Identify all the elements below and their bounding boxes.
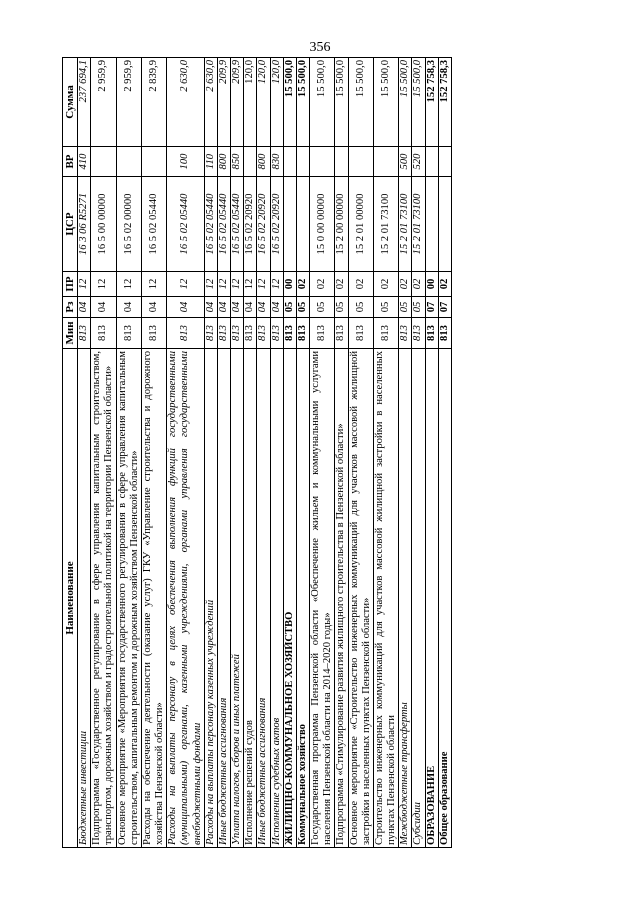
cell-csr: 16 5 00 00000 [91,177,116,272]
cell-rz: 04 [217,297,230,318]
cell-rz: 05 [373,297,398,318]
cell-vr [438,147,451,177]
cell-sum: 2 630,0 [204,58,217,147]
table-row [425,58,438,848]
cell-name: Основное мероприятие «Строительство инженерных коммуникаций для участков массовой жилищной застройки в населенных пунктах Пензенской области» [348,349,373,848]
cell-csr: 15 2 01 73100 [399,177,412,272]
cell-name: Иные бюджетные ассигнования [257,349,270,848]
cell-name: Уплата налогов, сборов и иных платежей [231,349,244,848]
cell-rz: 04 [270,297,283,318]
budget-table [62,57,452,848]
cell-min: 813 [116,318,141,349]
cell-name: Межбюджетные трансферты [399,349,412,848]
cell-csr: 16 5 02 05440 [141,177,166,272]
cell-csr [296,177,309,272]
cell-name: ЖИЛИЩНО-КОММУНАЛЬНОЕ ХОЗЯЙСТВО [283,349,296,848]
header-rz: Рз [63,297,78,318]
cell-rz: 04 [257,297,270,318]
cell-sum: 237 694,1 [78,58,91,147]
table-row [335,58,348,848]
table-row [399,58,412,848]
cell-pr: 00 [425,272,438,297]
cell-sum: 120,0 [270,58,283,147]
cell-sum: 120,0 [244,58,257,147]
cell-csr: 16 5 02 05440 [167,177,205,272]
cell-rz: 05 [310,297,335,318]
cell-min: 813 [373,318,398,349]
cell-vr: 410 [78,147,91,177]
cell-pr: 02 [296,272,309,297]
table-row [283,58,296,848]
cell-rz: 05 [399,297,412,318]
cell-vr [296,147,309,177]
cell-name: Исполнение судебных актов [270,349,283,848]
cell-name: Исполнение решений судов [244,349,257,848]
table-row [167,58,205,848]
table-row [257,58,270,848]
table-row [296,58,309,848]
cell-pr: 02 [335,272,348,297]
cell-sum: 15 500,0 [283,58,296,147]
cell-rz: 04 [141,297,166,318]
cell-rz: 05 [412,297,425,318]
cell-csr: 15 2 01 00000 [348,177,373,272]
cell-sum: 15 500,0 [296,58,309,147]
cell-pr: 12 [141,272,166,297]
cell-rz: 04 [116,297,141,318]
cell-rz: 05 [283,297,296,318]
cell-pr: 12 [257,272,270,297]
table-row [244,58,257,848]
cell-rz: 07 [425,297,438,318]
table-row [231,58,244,848]
cell-min: 813 [283,318,296,349]
cell-pr: 12 [270,272,283,297]
cell-rz: 04 [204,297,217,318]
cell-vr: 100 [167,147,205,177]
cell-sum: 2 959,9 [116,58,141,147]
table-row [204,58,217,848]
cell-csr: 15 2 00 00000 [335,177,348,272]
cell-sum: 2 959,9 [91,58,116,147]
cell-name: Общее образование [438,349,451,848]
cell-pr: 02 [399,272,412,297]
cell-vr: 800 [257,147,270,177]
cell-csr [438,177,451,272]
cell-vr: 110 [204,147,217,177]
table-row [348,58,373,848]
cell-vr [244,147,257,177]
cell-rz: 04 [78,297,91,318]
cell-csr: 15 2 01 73100 [373,177,398,272]
cell-name: Расходы на обеспечение деятельности (оказание услуг) ГКУ «Управление строительства и дорожного хозяйства Пензенской области» [141,349,166,848]
cell-sum: 2 839,9 [141,58,166,147]
cell-pr: 02 [373,272,398,297]
rotated-table-container [62,58,558,848]
cell-csr [283,177,296,272]
cell-vr: 520 [412,147,425,177]
cell-sum: 152 758,3 [438,58,451,147]
cell-csr: 16 5 02 00000 [116,177,141,272]
cell-pr: 02 [310,272,335,297]
header-vr: ВР [63,147,78,177]
cell-name: Государственная программа Пензенской области «Обеспечение жильем и коммунальными услугами населения Пензенской области на 2014–2020 годы» [310,349,335,848]
cell-csr: 16 5 02 20920 [244,177,257,272]
table-row [310,58,335,848]
cell-min: 813 [91,318,116,349]
cell-min: 813 [167,318,205,349]
cell-pr: 12 [244,272,257,297]
cell-sum: 120,0 [257,58,270,147]
cell-vr [335,147,348,177]
table-row [217,58,230,848]
cell-sum: 152 758,3 [425,58,438,147]
header-pr: ПР [63,272,78,297]
cell-name: Расходы на выплаты персоналу в целях обеспечения выполнения функций государственными (муниципальными) органами, казенными учреждениями, органами управления государственными внебюджетными фондами [167,349,205,848]
cell-vr [91,147,116,177]
cell-pr: 12 [78,272,91,297]
cell-sum: 15 500,0 [335,58,348,147]
cell-pr: 02 [348,272,373,297]
cell-sum: 15 500,0 [399,58,412,147]
table-header-row [63,58,78,848]
table-row [270,58,283,848]
cell-csr [425,177,438,272]
cell-sum: 15 500,0 [310,58,335,147]
cell-vr [310,147,335,177]
cell-csr: 16 5 02 05440 [217,177,230,272]
cell-min: 813 [217,318,230,349]
cell-csr: 16 5 02 05440 [231,177,244,272]
cell-sum: 15 500,0 [412,58,425,147]
cell-vr: 830 [270,147,283,177]
cell-vr [141,147,166,177]
cell-vr: 500 [399,147,412,177]
cell-sum: 2 630,0 [167,58,205,147]
cell-csr: 16 5 02 05440 [204,177,217,272]
header-min: Мин [63,318,78,349]
cell-pr: 12 [91,272,116,297]
cell-min: 813 [399,318,412,349]
cell-rz: 04 [167,297,205,318]
cell-rz: 07 [438,297,451,318]
cell-min: 813 [296,318,309,349]
cell-min: 813 [257,318,270,349]
cell-vr [283,147,296,177]
cell-min: 813 [141,318,166,349]
cell-rz: 04 [231,297,244,318]
header-csr: ЦСР [63,177,78,272]
cell-min: 813 [438,318,451,349]
cell-rz: 04 [91,297,116,318]
cell-sum: 15 500,0 [373,58,398,147]
cell-vr: 800 [217,147,230,177]
cell-min: 813 [310,318,335,349]
cell-csr: 15 2 01 73100 [412,177,425,272]
page-number: 356 [309,40,331,55]
cell-vr [425,147,438,177]
cell-csr: 16 5 02 20920 [270,177,283,272]
cell-min: 813 [204,318,217,349]
cell-sum: 209,9 [217,58,230,147]
cell-vr [116,147,141,177]
cell-name: Бюджетные инвестиции [78,349,91,848]
cell-pr: 12 [167,272,205,297]
cell-name: ОБРАЗОВАНИЕ [425,349,438,848]
cell-vr [348,147,373,177]
table-row [412,58,425,848]
cell-vr: 850 [231,147,244,177]
cell-rz: 05 [348,297,373,318]
table-row [373,58,398,848]
cell-name: Основное мероприятие «Мероприятия государственного регулирования в сфере управления капитальным строительством, капитальным ремонтом и дорожным хозяйством Пензенской области» [116,349,141,848]
table-row [438,58,451,848]
cell-min: 813 [270,318,283,349]
table-row [141,58,166,848]
cell-pr: 00 [283,272,296,297]
cell-pr: 12 [217,272,230,297]
cell-name: Иные бюджетные ассигнования [217,349,230,848]
cell-csr: 16 5 02 20920 [257,177,270,272]
cell-csr: 15 0 00 00000 [310,177,335,272]
table-row [116,58,141,848]
cell-name: Расходы на выплаты персоналу казенных учреждений [204,349,217,848]
cell-pr: 02 [438,272,451,297]
cell-name: Коммунальное хозяйство [296,349,309,848]
cell-min: 813 [78,318,91,349]
cell-pr: 12 [231,272,244,297]
header-sum: Сумма [63,58,78,147]
cell-rz: 05 [335,297,348,318]
cell-min: 813 [244,318,257,349]
header-name: Наименование [63,349,78,848]
cell-min: 813 [425,318,438,349]
cell-min: 813 [348,318,373,349]
cell-sum: 15 500,0 [348,58,373,147]
cell-name: Подпрограмма «Государственное регулирование в сфере управления капитальным строительством, транспортом, дорожным хозяйством и градостроительной политикой на территории Пензенской области» [91,349,116,848]
cell-sum: 209,9 [231,58,244,147]
cell-name: Субсидии [412,349,425,848]
cell-pr: 12 [116,272,141,297]
table-body [78,58,452,848]
table-row [78,58,91,848]
table-row [91,58,116,848]
cell-min: 813 [335,318,348,349]
cell-name: Подпрограмма «Стимулирование развития жилищного строительства в Пензенской области» [335,349,348,848]
cell-vr [373,147,398,177]
cell-pr: 12 [204,272,217,297]
cell-min: 813 [412,318,425,349]
cell-rz: 04 [244,297,257,318]
cell-min: 813 [231,318,244,349]
cell-csr: 16 3 06 R5271 [78,177,91,272]
cell-pr: 02 [412,272,425,297]
cell-name: Строительство инженерных коммуникаций для участков массовой жилищной застройки в населенных пунктах Пензенской области [373,349,398,848]
cell-rz: 05 [296,297,309,318]
